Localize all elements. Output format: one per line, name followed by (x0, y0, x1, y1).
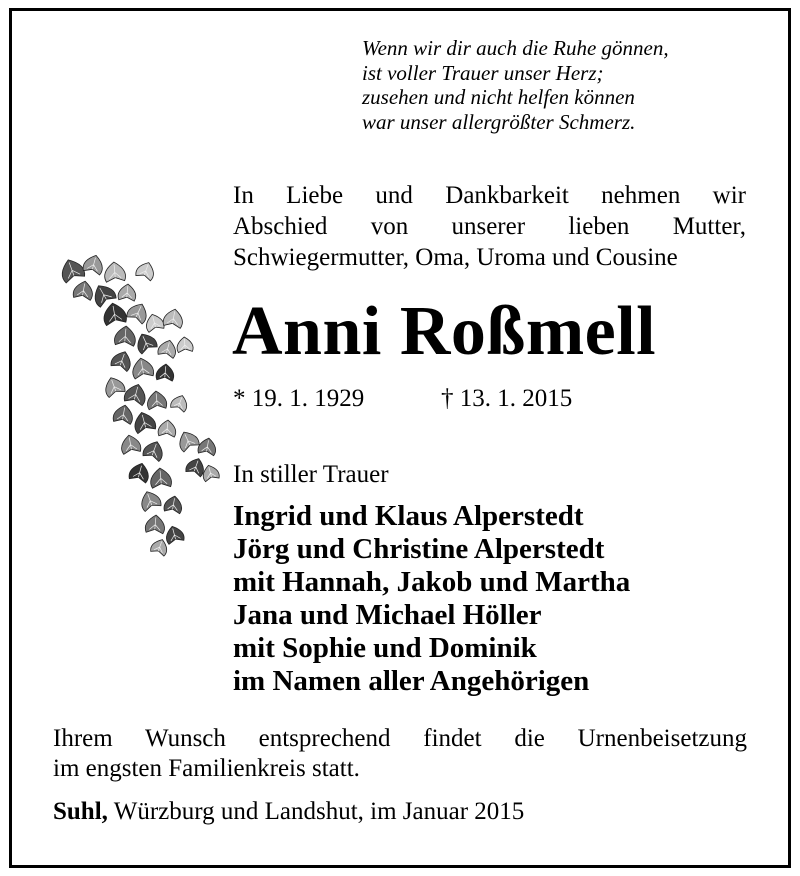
poem (362, 36, 669, 134)
poem-line: war unser allergrößter Schmerz. (362, 109, 636, 134)
place-date-line (53, 797, 524, 827)
family-line: Jana und Michael Höller (233, 599, 542, 631)
birth-date: * 19. 1. 1929 (233, 385, 365, 412)
burial-note-line: im engsten Familienkreis statt. (53, 755, 360, 782)
ivy-leaves-image (55, 255, 225, 565)
family-line: Ingrid und Klaus Alperstedt (233, 500, 584, 532)
burial-note-line: Ihrem Wunsch entsprechend findet die Urnenbeisetzung (53, 725, 747, 752)
family-list (233, 500, 630, 698)
intro-text (233, 180, 746, 273)
family-line: im Namen aller Angehörigen (233, 665, 590, 697)
intro-line: In Liebe und Dankbarkeit nehmen wir (233, 182, 746, 209)
family-line: mit Hannah, Jakob und Martha (233, 566, 631, 598)
place-rest: Würzburg und Landshut, im Januar 2015 (107, 798, 525, 825)
deceased-name: Anni Roßmell (232, 293, 657, 370)
place-bold: Suhl, (53, 798, 108, 825)
poem-line: ist voller Trauer unser Herz; (362, 60, 604, 85)
death-date: † 13. 1. 2015 (441, 385, 573, 412)
poem-line: Wenn wir dir auch die Ruhe gönnen, (362, 36, 669, 60)
poem-line: zusehen und nicht helfen können (362, 85, 635, 109)
mourning-label: In stiller Trauer (233, 461, 389, 488)
life-dates (233, 384, 573, 414)
intro-line: Schwiegermutter, Oma, Uroma und Cousine (233, 244, 678, 271)
family-line: mit Sophie und Dominik (233, 632, 537, 664)
family-line: Jörg und Christine Alperstedt (233, 533, 605, 565)
intro-line: Abschied von unserer lieben Mutter, (233, 213, 746, 240)
burial-note (53, 724, 747, 784)
